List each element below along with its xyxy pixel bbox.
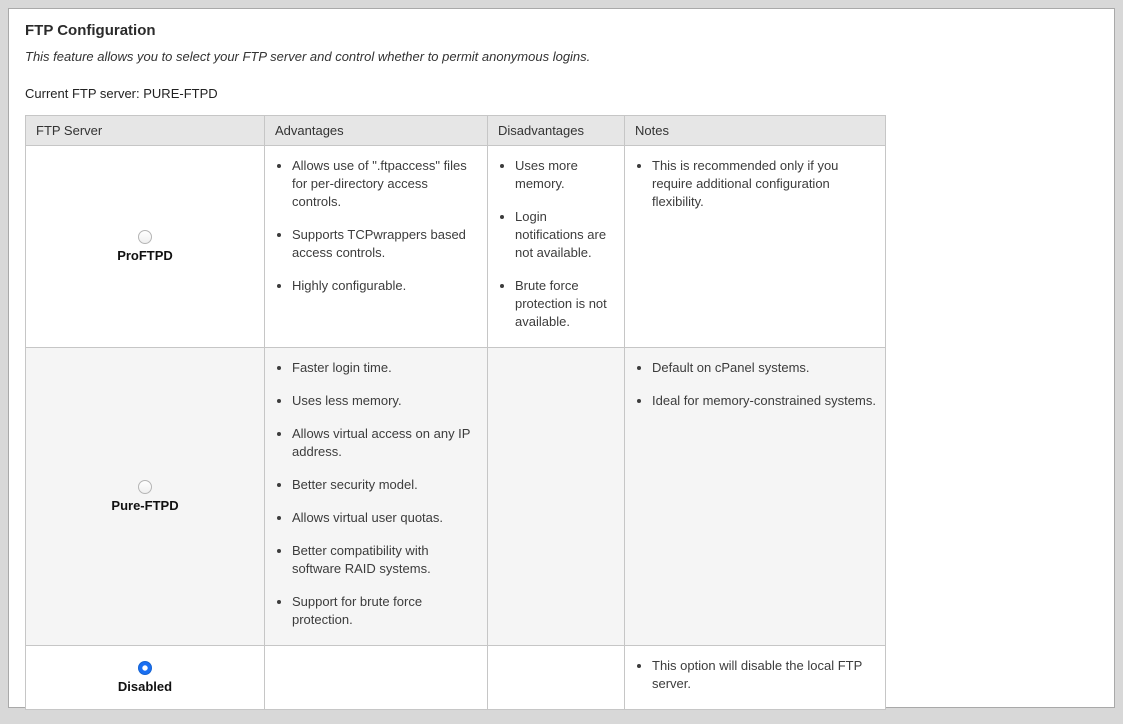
radio-option-pure-ftpd[interactable] — [111, 480, 178, 513]
current-ftp-server-label: Current FTP server: — [25, 86, 140, 101]
list-item: • Faster login time. — [292, 359, 479, 377]
list-item: • Support for brute force protection. — [292, 593, 479, 629]
list-item: • Uses more memory. — [515, 157, 616, 193]
radio-button-disabled[interactable] — [138, 661, 152, 675]
table-row-disabled — [26, 646, 886, 710]
advantages-list — [265, 157, 487, 311]
list-item: • Highly configurable. — [292, 277, 479, 295]
current-ftp-server — [25, 86, 1098, 101]
column-header-notes: Notes — [625, 116, 886, 146]
notes-list — [625, 157, 885, 227]
list-item: • Login notifications are not available. — [515, 208, 616, 262]
radio-button-proftpd[interactable] — [138, 230, 152, 244]
column-header-advantages: Advantages — [265, 116, 488, 146]
server-label-disabled: Disabled — [117, 679, 173, 694]
advantages-cell-proftpd — [265, 146, 488, 348]
column-header-ftp-server: FTP Server — [26, 116, 265, 146]
list-item: • Allows virtual access on any IP address. — [292, 425, 479, 461]
page-description: This feature allows you to select your FTP server and control whether to permit anonymous logins. — [25, 49, 591, 64]
list-item: • Better security model. — [292, 476, 479, 494]
radio-option-disabled[interactable] — [118, 661, 172, 694]
server-label-pure-ftpd: Pure-FTPD — [111, 498, 179, 513]
disadvantages-cell-proftpd — [488, 146, 625, 348]
notes-cell-disabled — [625, 646, 886, 710]
list-item: • Brute force protection is not available. — [515, 277, 616, 331]
column-header-disadvantages: Disadvantages — [488, 116, 625, 146]
radio-button-pure-ftpd[interactable] — [138, 480, 152, 494]
server-cell-disabled — [26, 646, 265, 710]
advantages-list — [265, 359, 487, 645]
notes-cell-pure-ftpd — [625, 348, 886, 646]
server-cell-proftpd — [26, 146, 265, 348]
radio-option-proftpd[interactable] — [117, 230, 173, 263]
advantages-cell-disabled — [265, 646, 488, 710]
list-item: • Allows use of ".ftpaccess" files for per-directory access controls. — [292, 157, 479, 211]
list-item: • Default on cPanel systems. — [652, 359, 877, 377]
ftp-server-table — [25, 115, 886, 710]
server-label-proftpd: ProFTPD — [117, 248, 173, 263]
content-panel — [8, 8, 1115, 708]
disadvantages-list — [488, 157, 624, 347]
table-header-row — [26, 116, 886, 146]
list-item: • Ideal for memory-constrained systems. — [652, 392, 877, 410]
notes-list — [625, 657, 885, 709]
list-item: • This is recommended only if you require additional configuration flexibility. — [652, 157, 877, 211]
current-ftp-server-value: PURE-FTPD — [143, 86, 218, 101]
advantages-cell-pure-ftpd — [265, 348, 488, 646]
table-row-proftpd — [26, 146, 886, 348]
list-item: • Better compatibility with software RAID systems. — [292, 542, 479, 578]
notes-list — [625, 359, 885, 426]
disadvantages-cell-disabled — [488, 646, 625, 710]
disadvantages-cell-pure-ftpd — [488, 348, 625, 646]
list-item: • Allows virtual user quotas. — [292, 509, 479, 527]
notes-cell-proftpd — [625, 146, 886, 348]
page-title: FTP Configuration — [25, 22, 156, 39]
list-item: • Supports TCPwrappers based access controls. — [292, 226, 479, 262]
server-cell-pure-ftpd — [26, 348, 265, 646]
list-item: • This option will disable the local FTP server. — [652, 657, 877, 693]
table-row-pure-ftpd — [26, 348, 886, 646]
list-item: • Uses less memory. — [292, 392, 479, 410]
